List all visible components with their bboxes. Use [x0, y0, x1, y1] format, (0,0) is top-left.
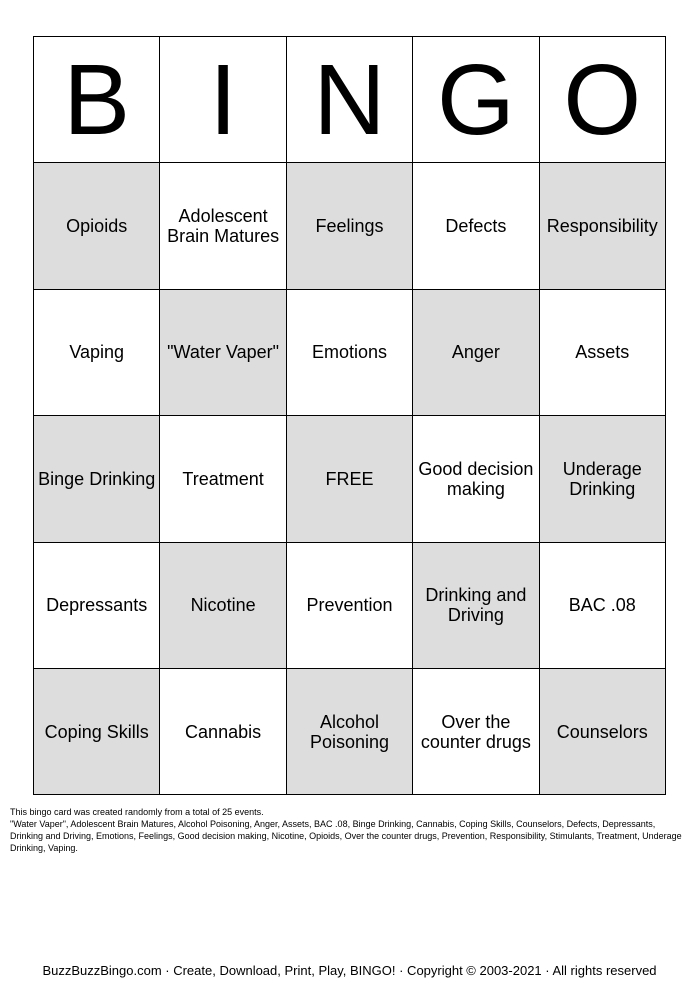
header-letter-g [413, 37, 539, 163]
card-info-summary: This bingo card was created randomly from a total of 25 events. [10, 807, 264, 817]
bingo-square [160, 163, 286, 289]
bingo-square-label: Prevention [306, 595, 393, 616]
bingo-square-label: Binge Drinking [38, 468, 156, 489]
bingo-square-label: Feelings [315, 216, 384, 237]
bingo-square [34, 163, 160, 289]
bingo-card [33, 36, 666, 795]
card-info-events-list: "Water Vaper", Adolescent Brain Matures, Alcohol Poisoning, Anger, Assets, BAC .08, Binge Drinking, Cannabis, Coping Skills, Counselors, Defects, Depressants, Drinking and Driving, Emotions, Feelings, Good decision making, Nicotine, Opioids, Over the counter drugs, Prevention, Responsibility, Stimulants, Treatment, Underage Drinking, Vaping. [10, 819, 682, 853]
bingo-square-label: Cannabis [185, 721, 262, 742]
bingo-square-label: Responsibility [546, 216, 658, 237]
bingo-square-label: Drinking and Driving [425, 585, 527, 626]
header-letter-n [287, 37, 413, 163]
header-letter-b [34, 37, 160, 163]
bingo-square-label: Emotions [311, 342, 387, 363]
bingo-square-label: Counselors [556, 721, 648, 742]
bingo-square [160, 669, 286, 795]
bingo-square [287, 669, 413, 795]
bingo-square [34, 290, 160, 416]
bingo-square-label: Opioids [66, 216, 128, 237]
bingo-square [287, 163, 413, 289]
bingo-square-label: Good decision making [418, 458, 534, 499]
bingo-square-label: Underage Drinking [562, 458, 642, 499]
free-square [287, 416, 413, 542]
bingo-square-label: Anger [451, 342, 500, 363]
header-letter-text: I [209, 43, 237, 156]
bingo-square [287, 543, 413, 669]
bingo-square-label: Depressants [46, 595, 148, 616]
header-letter-o [540, 37, 666, 163]
bingo-square-label: Coping Skills [44, 721, 149, 742]
bingo-square [413, 416, 539, 542]
bingo-square-label: BAC .08 [568, 595, 636, 616]
bingo-square [413, 543, 539, 669]
bingo-square [287, 290, 413, 416]
bingo-square-label: Assets [575, 342, 630, 363]
bingo-square [34, 669, 160, 795]
bingo-square-label: Treatment [182, 468, 264, 489]
bingo-square [540, 290, 666, 416]
page-footer: BuzzBuzzBingo.com · Create, Download, Print, Play, BINGO! · Copyright © 2003-2021 · All rights reserved [42, 963, 657, 978]
header-letter-text: B [63, 43, 131, 156]
bingo-square-label: Nicotine [190, 595, 256, 616]
bingo-square-label: Vaping [69, 342, 125, 363]
bingo-square [160, 416, 286, 542]
bingo-square-label: "Water Vaper" [167, 342, 279, 363]
bingo-square [34, 543, 160, 669]
header-letter-text: G [436, 43, 515, 156]
header-letter-text: N [313, 43, 386, 156]
card-info [10, 806, 690, 854]
header-letter-i [160, 37, 286, 163]
bingo-square-label: FREE [325, 468, 374, 489]
bingo-square [160, 290, 286, 416]
bingo-square [540, 163, 666, 289]
bingo-square [160, 543, 286, 669]
bingo-square-label: Defects [445, 216, 507, 237]
bingo-square [413, 669, 539, 795]
bingo-square [540, 669, 666, 795]
bingo-square [540, 543, 666, 669]
bingo-square-label: Alcohol Poisoning [309, 711, 389, 752]
header-letter-text: O [563, 43, 642, 156]
bingo-square [540, 416, 666, 542]
bingo-square [34, 416, 160, 542]
bingo-square [413, 290, 539, 416]
bingo-square-label: Adolescent Brain Matures [167, 206, 280, 247]
bingo-square [413, 163, 539, 289]
bingo-square-label: Over the counter drugs [420, 711, 531, 752]
